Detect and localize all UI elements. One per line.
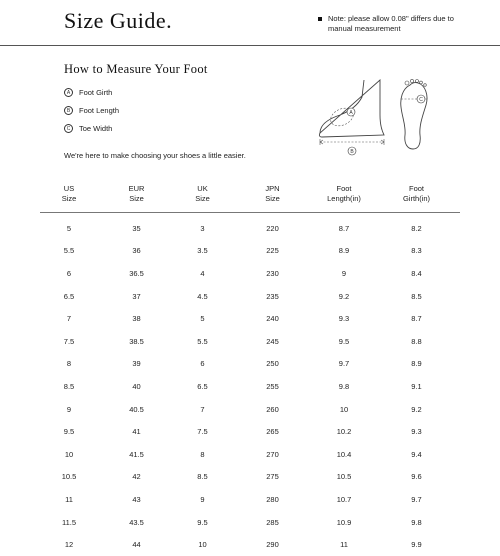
table-cell: 41.5 xyxy=(129,449,144,459)
table-cell: 11.5 xyxy=(61,517,77,527)
table-cell: 35 xyxy=(132,223,141,233)
table-cell: 37 xyxy=(132,291,141,301)
header-us: US Size xyxy=(61,184,77,203)
table-cell: 10 xyxy=(198,540,207,550)
table-cell: 43.5 xyxy=(129,517,144,527)
table-cell: 9.9 xyxy=(411,540,422,550)
table-row xyxy=(40,375,460,398)
header-jpn: JPN Size xyxy=(265,184,280,203)
table-row xyxy=(40,262,460,285)
table-row xyxy=(40,285,460,308)
table-row xyxy=(40,488,460,511)
table-row xyxy=(40,307,460,330)
note-bullet xyxy=(318,17,322,21)
table-cell: 9.8 xyxy=(338,381,350,391)
legend-label: Foot Girth xyxy=(79,88,113,97)
table-cell: 8.9 xyxy=(411,359,422,369)
table-cell: 6.5 xyxy=(197,381,208,391)
table-cell: 4.5 xyxy=(197,291,208,301)
table-cell: 290 xyxy=(266,540,279,550)
table-cell: 9 xyxy=(66,404,72,414)
table-cell: 11 xyxy=(65,494,73,504)
table-cell: 44 xyxy=(132,540,141,550)
page-title: Size Guide. xyxy=(64,8,173,33)
table-cell: 9.5 xyxy=(63,427,75,437)
table-cell: 43 xyxy=(132,494,141,504)
note-text: Note: please allow 0.08" differs due to manual measurement xyxy=(328,14,454,33)
table-cell: 9.7 xyxy=(411,494,422,504)
table-cell: 7.5 xyxy=(63,336,75,346)
table-row xyxy=(40,511,460,534)
table-cell: 9.5 xyxy=(338,336,350,346)
table-cell: 7 xyxy=(200,404,205,414)
table-cell: 275 xyxy=(266,472,279,482)
table-cell: 36 xyxy=(132,246,141,256)
table-cell: 5.5 xyxy=(197,336,208,346)
measure-legend xyxy=(64,88,119,142)
legend-item-length xyxy=(64,106,119,115)
table-cell: 40 xyxy=(132,381,141,391)
table-cell: 10.9 xyxy=(336,517,352,527)
measurement-note xyxy=(318,14,478,33)
table-cell: 6 xyxy=(66,268,72,278)
header-foot-girth: Foot Girth(in) xyxy=(402,184,431,203)
legend-label: Toe Width xyxy=(79,124,113,133)
table-cell: 10 xyxy=(339,404,349,414)
label-b: B xyxy=(350,149,354,155)
table-cell: 8.4 xyxy=(411,268,422,278)
table-cell: 9.1 xyxy=(411,381,422,391)
legend-label: Foot Length xyxy=(79,106,120,115)
table-cell: 7.5 xyxy=(197,427,208,437)
table-cell: 40.5 xyxy=(129,404,144,414)
table-cell: 41 xyxy=(132,427,141,437)
table-cell: 11 xyxy=(340,540,348,550)
table-cell: 265 xyxy=(266,427,279,437)
table-cell: 9.5 xyxy=(197,517,208,527)
table-cell: 220 xyxy=(266,223,279,233)
table-cell: 8 xyxy=(200,449,205,459)
size-chart-table xyxy=(40,176,460,556)
table-cell: 4 xyxy=(200,268,205,278)
table-row xyxy=(40,353,460,376)
header-divider xyxy=(0,45,500,46)
table-cell: 9.2 xyxy=(411,404,422,414)
table-cell: 9.8 xyxy=(411,517,422,527)
size-table-body xyxy=(40,213,460,556)
label-c: C xyxy=(419,97,423,103)
legend-item-girth xyxy=(64,88,119,97)
table-row xyxy=(40,213,460,240)
table-cell: 10.5 xyxy=(336,472,352,482)
table-cell: 42 xyxy=(132,472,141,482)
table-cell: 8 xyxy=(66,359,72,369)
table-row xyxy=(40,330,460,353)
table-cell: 10 xyxy=(64,449,74,459)
header-uk: UK Size xyxy=(195,184,210,203)
badge-b: B xyxy=(64,106,73,115)
table-cell: 38.5 xyxy=(129,336,144,346)
table-cell: 9.7 xyxy=(338,359,350,369)
table-cell: 280 xyxy=(266,494,279,504)
table-cell: 10.7 xyxy=(336,494,352,504)
table-cell: 36.5 xyxy=(129,268,144,278)
table-cell: 7 xyxy=(66,314,72,324)
table-row xyxy=(40,420,460,443)
table-cell: 260 xyxy=(266,404,279,414)
table-cell: 8.8 xyxy=(411,336,422,346)
header-foot-length: Foot Length(in) xyxy=(327,184,361,203)
foot-measurement-illustration xyxy=(310,75,450,165)
header-eur: EUR Size xyxy=(128,184,145,203)
table-cell: 3 xyxy=(200,223,205,233)
label-a: A xyxy=(349,110,353,116)
table-cell: 10.5 xyxy=(61,472,77,482)
table-cell: 8.3 xyxy=(411,246,422,256)
table-cell: 9.4 xyxy=(411,449,422,459)
table-cell: 5 xyxy=(66,223,72,233)
measure-title: How to Measure Your Foot xyxy=(64,62,208,76)
table-cell: 6.5 xyxy=(63,291,75,301)
table-cell: 8.5 xyxy=(411,291,422,301)
table-header-row xyxy=(40,176,460,213)
foot-sole-outline-icon xyxy=(401,83,427,149)
table-cell: 5.5 xyxy=(63,246,75,256)
table-cell: 6 xyxy=(200,359,205,369)
badge-a: A xyxy=(64,88,73,97)
table-cell: 225 xyxy=(266,246,279,256)
table-cell: 250 xyxy=(266,359,279,369)
table-cell: 10.2 xyxy=(336,427,352,437)
table-cell: 8.7 xyxy=(338,223,350,233)
legend-item-width xyxy=(64,124,119,133)
table-cell: 235 xyxy=(266,291,279,301)
table-cell: 245 xyxy=(266,336,279,346)
intro-text: We're here to make choosing your shoes a little easier. xyxy=(64,151,246,160)
table-cell: 240 xyxy=(266,314,279,324)
table-row xyxy=(40,443,460,466)
table-cell: 9 xyxy=(341,268,347,278)
table-cell: 8.7 xyxy=(411,314,422,324)
table-row xyxy=(40,466,460,489)
table-cell: 8.2 xyxy=(411,223,422,233)
table-cell: 12 xyxy=(64,540,74,550)
table-row xyxy=(40,240,460,263)
table-cell: 9.3 xyxy=(411,427,422,437)
table-cell: 8.5 xyxy=(197,472,208,482)
table-cell: 285 xyxy=(266,517,279,527)
table-cell: 5 xyxy=(200,314,205,324)
table-cell: 9 xyxy=(200,494,205,504)
badge-c: C xyxy=(64,124,73,133)
table-cell: 270 xyxy=(266,449,279,459)
table-cell: 3.5 xyxy=(197,246,208,256)
table-row xyxy=(40,398,460,421)
table-cell: 9.3 xyxy=(338,314,350,324)
table-cell: 8.5 xyxy=(63,381,75,391)
table-cell: 9.6 xyxy=(411,472,422,482)
table-row xyxy=(40,533,460,556)
table-cell: 9.2 xyxy=(338,291,350,301)
table-cell: 38 xyxy=(132,314,141,324)
table-cell: 10.4 xyxy=(336,449,352,459)
table-cell: 255 xyxy=(266,381,279,391)
table-cell: 39 xyxy=(132,359,141,369)
table-cell: 8.9 xyxy=(338,246,350,256)
table-cell: 230 xyxy=(266,268,279,278)
